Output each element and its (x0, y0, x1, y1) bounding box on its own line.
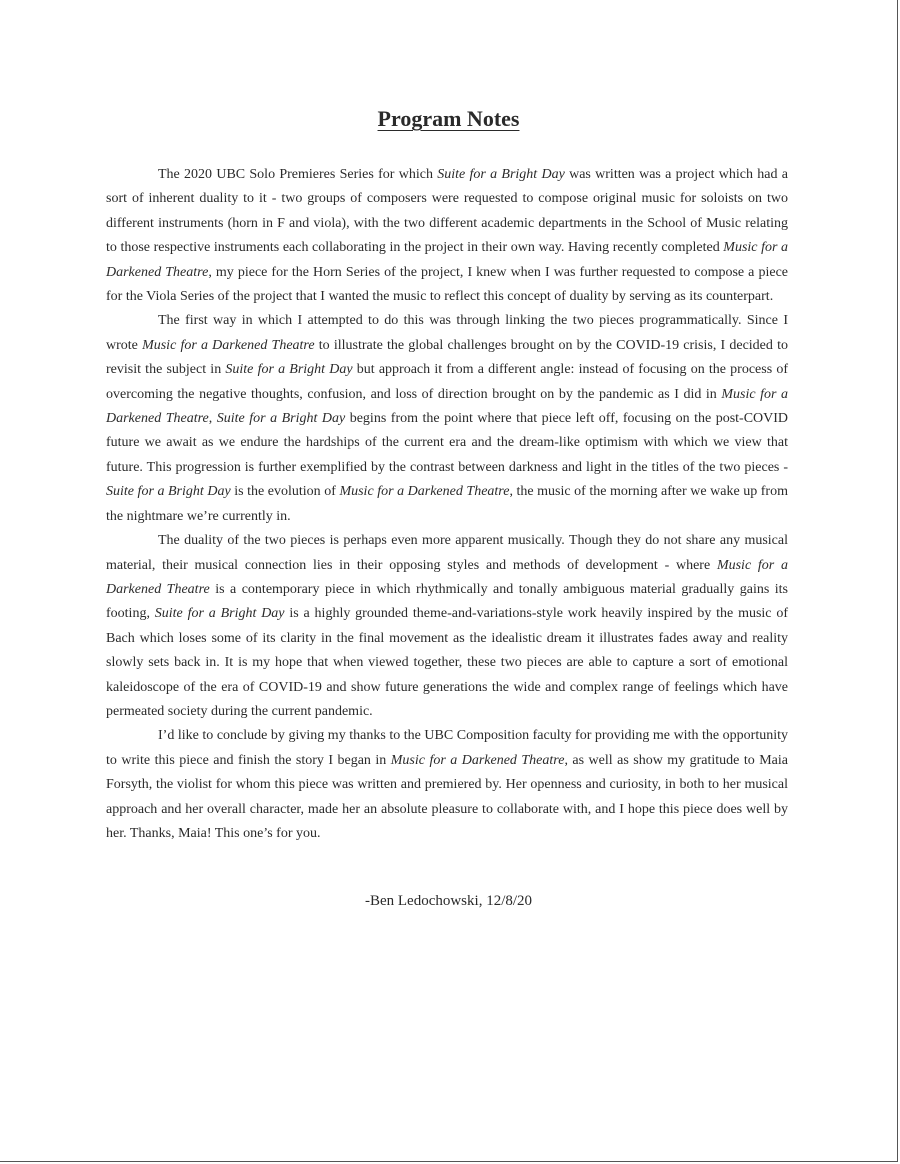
document-body (106, 163, 788, 846)
text-run: but approach it from a different angle: instead of focusing on the process of overcoming the negative thoughts, confusion, and loss of direction brought on by the pandemic as I did in (106, 362, 788, 402)
work-title-reference: Suite for a Bright Day (106, 484, 231, 500)
paragraph-2 (106, 309, 788, 529)
text-run: begins from the point where that piece left off, focusing on the post-COVID future we await as we endure the hardships of the current era and the dream-like optimism with which we view that future. This progression is further exemplified by the contrast between darkness and light in the titles of the two pieces - (106, 411, 789, 475)
work-title-reference: Suite for a Bright Day (154, 606, 285, 622)
paragraph-1 (106, 163, 788, 309)
page-title: Program Notes (377, 106, 520, 131)
work-title-reference: Suite for a Bright Day (216, 411, 346, 427)
paragraph-4 (106, 724, 788, 846)
work-title-reference: Music for a Darkened Theatre (142, 337, 315, 353)
author-signature: -Ben Ledochowski, 12/8/20 (364, 893, 533, 909)
work-title-reference: Music for a Darkened Theatre (339, 484, 510, 500)
work-title-reference: Suite for a Bright Day (225, 362, 353, 378)
text-run: The 2020 UBC Solo Premieres Series for which (158, 167, 438, 182)
text-run: is the evolution of (230, 484, 340, 500)
text-run: , my piece for the Horn Series of the project, I knew when I was further requested to compose a piece for the Viola Series of the project that I wanted the music to reflect this concept of duality by serving as its counterpart. (106, 264, 788, 305)
text-run: The first way in which I attempted to do this was through linking the two pieces programmatically. Since I wrote (106, 313, 788, 353)
work-title-reference: Music for a Darkened Theatre (390, 752, 565, 768)
text-run: is a highly grounded theme-and-variations-style work heavily inspired by the music of Bach which loses some of its clarity in the final movement as the idealistic dream it illustrates fades away and reality slowly sets back in. It is my hope that when viewed together, these two pieces are able to capture a sort of emotional kaleidoscope of the era of COVID-19 and show future generations the wide and complex range of feelings which have permeated society during the current pandemic. (106, 606, 788, 719)
work-title-reference: Music for a Darkened Theatre (106, 240, 789, 280)
text-run: was written was a project which had a sort of inherent duality to it - two groups of composers were requested to compose original music for soloists on two different instruments (horn in F and viola), with the two different academic departments in the School of Music relating to those respective instruments each collaborating in the project in their own way. Having recently completed (106, 167, 788, 256)
work-title-reference: Music for a Darkened Theatre (106, 557, 788, 597)
text-run: I’d like to conclude by giving my thanks to the UBC Composition faculty for providing me with the opportunity to write this piece and finish the story I began in (106, 728, 788, 768)
work-title-reference: Suite for a Bright Day (437, 167, 565, 182)
paragraph-3 (106, 529, 788, 724)
work-title-reference: Music for a Darkened Theatre (106, 386, 788, 427)
text-run: , the music of the morning after we wake up from the nightmare we’re currently in. (106, 484, 788, 524)
text-run: The duality of the two pieces is perhaps even more apparent musically. Though they do not share any musical material, their musical connection lies in their opposing styles and methods of development - where (106, 533, 788, 573)
text-run: , as well as show my gratitude to Maia Forsyth, the violist for whom this piece was written and premiered by. Her openness and curiosity, in both to her musical approach and her overall character, made her an absolute pleasure to collaborate with, and I hope this piece does well by her. Thanks, Maia! This one’s for you. (106, 752, 788, 841)
text-run: is a contemporary piece in which rhythmically and tonally ambiguous material gradually gains its footing, (106, 581, 788, 622)
text-run: , (208, 411, 217, 427)
text-run: to illustrate the global challenges brought on by the COVID-19 crisis, I decided to revisit the subject in (106, 337, 788, 378)
